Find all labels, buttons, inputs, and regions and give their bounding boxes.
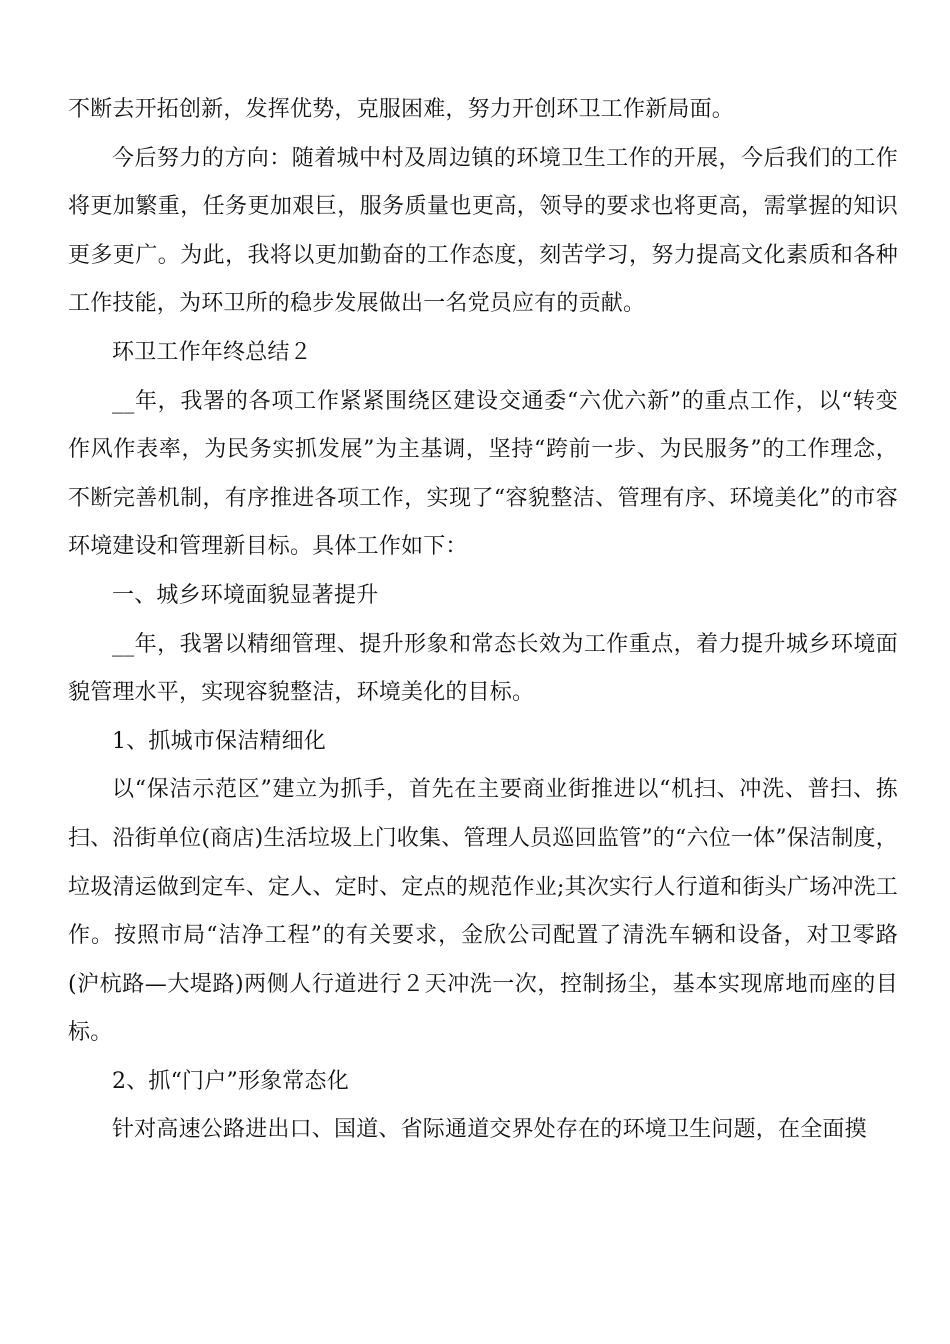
section-title: 环卫工作年终总结２ bbox=[112, 339, 312, 365]
document-body bbox=[68, 86, 898, 1155]
paragraph-gateway: 针对高速公路进出口、国道、省际通道交界处存在的环境卫生问题，在全面摸 bbox=[112, 1117, 867, 1143]
paragraph-continuation: 不断去开拓创新，发挥优势，克服困难，努力开创环卫工作新局面。 bbox=[68, 97, 735, 122]
paragraph-environment: __年，我署以精细管理、提升形象和常态长效为工作重点，着力提升城乡环境面貌管理水平，实现容貌整洁，环境美化的目标。 bbox=[68, 631, 898, 706]
paragraph-intro: __年，我署的各项工作紧紧围绕区建设交通委“六优六新”的重点工作，以“转变作风作表率，为民务实抓发展”为主基调，坚持“跨前一步、为民服务”的工作理念，不断完善机制，有序推进各项工作，实现了“容貌整洁、管理有序、环境美化”的市容环境建设和管理新目标。具体工作如下： bbox=[68, 388, 898, 560]
heading-level-2: 1、抓城市保洁精细化 bbox=[112, 728, 326, 754]
paragraph-cleaning: 以“保洁示范区”建立为抓手，首先在主要商业街推进以“机扫、冲洗、普扫、拣扫、沿街单位(商店)生活垃圾上门收集、管理人员巡回监管”的“六位一体”保洁制度，垃圾清运做到定车、定人、定时、定点的规范作业;其次实行人行道和街头广场冲洗工作。按照市局“洁净工程”的有关要求，金欣公司配置了清洗车辆和设备，对卫零路(沪杭路—大堤路)两侧人行道进行２天冲洗一次，控制扬尘，基本实现席地而座的目标。 bbox=[68, 777, 898, 1046]
paragraph-future-direction: 今后努力的方向：随着城中村及周边镇的环境卫生工作的开展，今后我们的工作将更加繁重，任务更加艰巨，服务质量也更高，领导的要求也将更高，需掌握的知识更多更广。为此，我将以更加勤奋的工作态度，刻苦学习，努力提高文化素质和各种工作技能，为环卫所的稳步发展做出一名党员应有的贡献。 bbox=[68, 145, 898, 317]
heading-level-2: 2、抓“门户”形象常态化 bbox=[112, 1068, 349, 1094]
heading-level-1: 一、城乡环境面貌显著提升 bbox=[112, 582, 379, 608]
